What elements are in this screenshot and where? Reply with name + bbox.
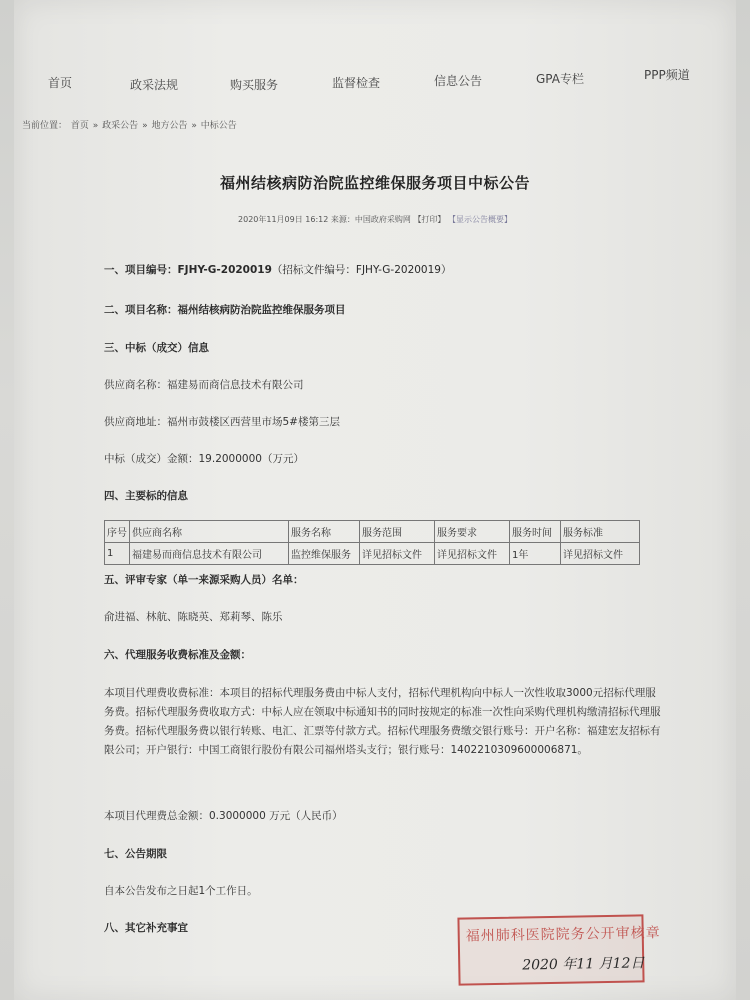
table-cell: 福建易而商信息技术有限公司	[130, 543, 289, 565]
breadcrumb-policy[interactable]: 政采公告	[102, 121, 139, 131]
section-other-heading: 八、其它补充事宜	[104, 922, 188, 934]
breadcrumb	[22, 118, 238, 131]
col-header: 服务标准	[561, 521, 640, 543]
table-cell: 1	[105, 543, 130, 565]
subject-table	[104, 520, 640, 565]
publish-datetime: 2020年11月09日 16:12	[238, 215, 329, 224]
supplier-address: 供应商地址：福州市鼓楼区西营里市场5#楼第三层	[104, 416, 340, 428]
table-row	[105, 543, 640, 565]
section-winner-heading: 三、中标（成交）信息	[104, 342, 209, 354]
col-header: 供应商名称	[130, 521, 289, 543]
breadcrumb-sep: »	[142, 121, 148, 131]
nav-supervision[interactable]: 监督检查	[332, 76, 381, 90]
supplier-name: 供应商名称：福建易而商信息技术有限公司	[104, 379, 304, 391]
page-title: 福州结核病防治院监控维保服务项目中标公告	[219, 174, 530, 192]
print-link[interactable]: 【打印】	[413, 215, 446, 224]
breadcrumb-local[interactable]: 地方公告	[151, 121, 188, 131]
table-header-row	[105, 521, 640, 543]
show-summary-link[interactable]: 【显示公告概要】	[447, 215, 512, 224]
section-fee-heading: 六、代理服务收费标准及金额：	[104, 649, 251, 661]
breadcrumb-home[interactable]: 首页	[70, 121, 89, 131]
project-number: FJHY-G-2020019	[177, 264, 272, 276]
table-cell: 详见招标文件	[435, 543, 510, 565]
approval-stamp	[457, 914, 661, 985]
table-cell: 监控维保服务	[289, 543, 360, 565]
winning-amount: 中标（成交）金额：19.2000000（万元）	[104, 453, 304, 465]
fee-total: 本项目代理费总金额：0.3000000 万元（人民币）	[104, 810, 343, 822]
section-project-number	[104, 262, 451, 277]
stamp-text: 福州肺科医院院务公开审核章	[465, 925, 661, 945]
col-header: 服务名称	[289, 521, 360, 543]
section-subject-heading: 四、主要标的信息	[104, 490, 188, 502]
col-header: 服务要求	[435, 521, 510, 543]
col-header: 服务时间	[510, 521, 561, 543]
breadcrumb-prefix: 当前位置：	[22, 121, 68, 131]
notice-period: 自本公告发布之日起1个工作日。	[104, 885, 258, 897]
section-project-name	[104, 302, 346, 317]
nav-purchase-services[interactable]: 购买服务	[230, 78, 279, 92]
article-meta	[0, 214, 750, 225]
source-name: 中国政府采购网	[354, 215, 411, 224]
source-label: 来源：	[330, 215, 355, 224]
stamp-date: 2020 年11 月12日	[522, 955, 645, 974]
nav-gpa[interactable]: GPA专栏	[536, 72, 584, 86]
tender-doc-number: （招标文件编号：FJHY-G-2020019）	[271, 264, 452, 276]
breadcrumb-current[interactable]: 中标公告	[200, 121, 237, 131]
table-cell: 详见招标文件	[360, 543, 435, 565]
table-cell: 详见招标文件	[561, 543, 640, 565]
nav-home[interactable]: 首页	[48, 76, 73, 90]
col-header: 服务范围	[360, 521, 435, 543]
table-cell: 1年	[510, 543, 561, 565]
fee-paragraph: 本项目代理费收费标准：本项目的招标代理服务费由中标人支付，招标代理机构向中标人一次性收取3000元招标代理服务费。招标代理服务费收取方式：中标人应在领取中标通知书的同时按规定的标准一次性向采购代理机构缴清招标代理服务费。招标代理服务费以银行转账、电汇、汇票等付款方式。招标代理服务费缴交银行账号：开户名称：福建宏友招标有限公司；开户银行：中国工商银行股份有限公司福州塔头支行；银行账号：1402210309600006871。	[104, 687, 661, 756]
nav-regulations[interactable]: 政采法规	[130, 78, 179, 92]
nav-announcements[interactable]: 信息公告	[434, 74, 483, 88]
expert-list: 俞进福、林航、陈晓英、郑莉琴、陈乐	[104, 611, 283, 623]
section-label: 二、项目名称：	[104, 304, 178, 316]
section-experts-heading: 五、评审专家（单一来源采购人员）名单：	[104, 574, 304, 586]
nav-ppp[interactable]: PPP频道	[644, 68, 690, 82]
section-label: 一、项目编号：	[104, 264, 178, 276]
top-nav	[0, 60, 750, 100]
project-name: 福州结核病防治院监控维保服务项目	[177, 304, 346, 316]
section-period-heading: 七、公告期限	[104, 848, 167, 860]
col-header: 序号	[105, 521, 130, 543]
breadcrumb-sep: »	[191, 121, 197, 131]
breadcrumb-sep: »	[92, 121, 99, 131]
